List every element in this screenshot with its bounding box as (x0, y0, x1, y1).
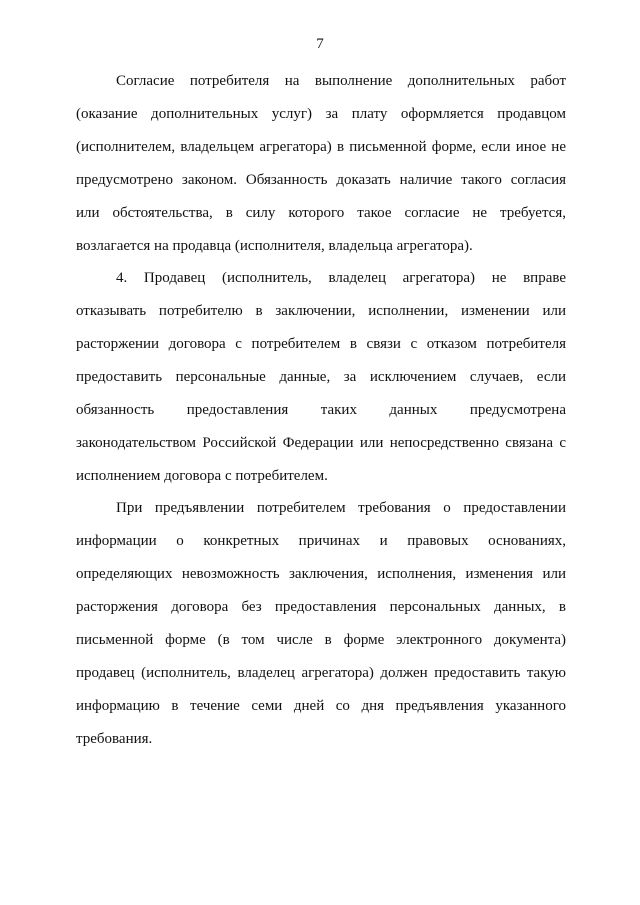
text-line: информацию в течение семи дней со дня предъявления указанного (76, 698, 566, 714)
text-line: При предъявлении потребителем требования о предоставлении (116, 500, 566, 516)
text-line: определяющих невозможность заключения, исполнения, изменения или (76, 566, 566, 582)
text-line: предусмотрено законом. Обязанность доказать наличие такого согласия (76, 172, 566, 188)
text-line: (оказание дополнительных услуг) за плату оформляется продавцом (76, 106, 566, 122)
page-number: 7 (316, 36, 324, 52)
text-line: 4. Продавец (исполнитель, владелец агрегатора) не вправе (116, 270, 566, 286)
text-line: расторжении договора с потребителем в связи с отказом потребителя (76, 336, 566, 352)
text-line: исполнением договора с потребителем. (76, 468, 328, 484)
text-line: или обстоятельства, в силу которого такое согласие не требуется, (76, 205, 566, 221)
text-line: (исполнителем, владельцем агрегатора) в письменной форме, если иное не (76, 139, 566, 155)
text-line: Согласие потребителя на выполнение дополнительных работ (116, 73, 566, 89)
text-line: расторжения договора без предоставления персональных данных, в (76, 599, 566, 615)
text-line: информации о конкретных причинах и правовых основаниях, (76, 533, 566, 549)
text-line: требования. (76, 731, 153, 747)
paragraph-information-request (76, 492, 566, 756)
text-line: продавец (исполнитель, владелец агрегатора) должен предоставить такую (76, 665, 566, 681)
text-line: письменной форме (в том числе в форме электронного документа) (76, 632, 566, 648)
text-line: отказывать потребителю в заключении, исполнении, изменении или (76, 303, 566, 319)
text-line: предоставить персональные данные, за исключением случаев, если (76, 369, 566, 385)
text-line: возлагается на продавца (исполнителя, владельца агрегатора). (76, 238, 473, 254)
paragraph-clause-4 (76, 262, 566, 493)
text-line: законодательством Российской Федерации или непосредственно связана с (76, 435, 566, 451)
text-line: обязанность предоставления таких данных предусмотрена (76, 402, 566, 418)
paragraph-consent (76, 65, 566, 263)
